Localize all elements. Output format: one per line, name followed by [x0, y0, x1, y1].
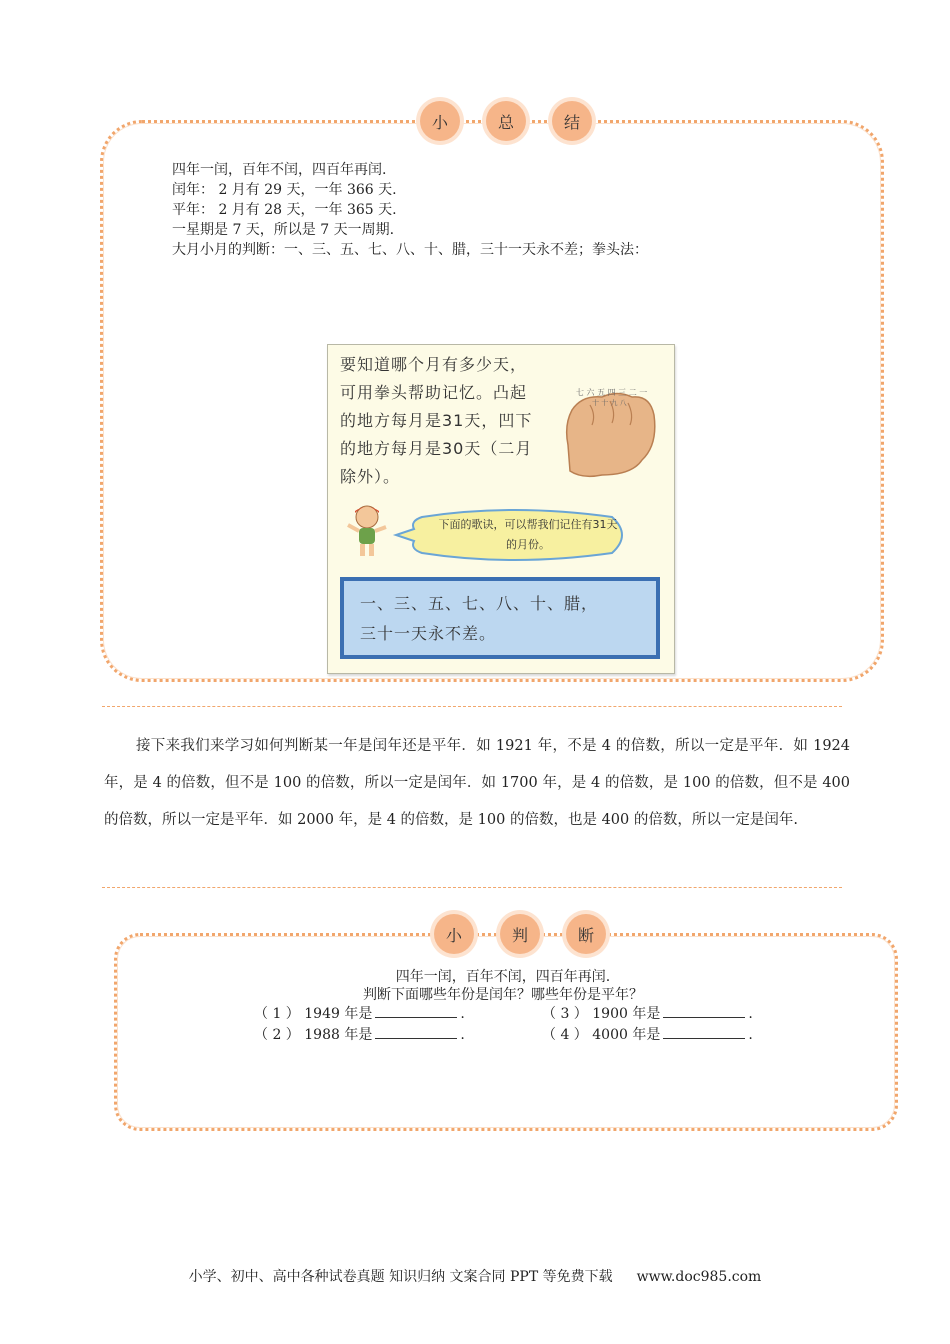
- answer-blank[interactable]: [375, 1004, 457, 1018]
- footer-site-link[interactable]: www.doc985.com: [636, 1269, 762, 1285]
- question-text: 1949 年是: [304, 1006, 373, 1022]
- rhyme-line: 一、三、五、七、八、十、腊，: [360, 594, 599, 613]
- divider-top: [102, 706, 842, 707]
- summary-line: 四年一闰，百年不闰，四百年再闰.: [172, 162, 387, 178]
- question-number: （ 4 ）: [542, 1027, 588, 1043]
- fist-icon: [562, 375, 662, 485]
- summary-badges: [420, 101, 592, 141]
- badge-pan: 判: [500, 914, 540, 954]
- answer-blank[interactable]: [663, 1025, 745, 1039]
- summary-line: 一星期是 7 天，所以是 7 天一周期.: [172, 222, 395, 238]
- judge-badges: [434, 914, 606, 954]
- judge-question: 判断下面哪些年份是闰年？哪些年份是平年？: [363, 987, 643, 1003]
- badge-jie: 结: [552, 101, 592, 141]
- question-number: （ 3 ）: [542, 1006, 588, 1022]
- footer-text: 小学、初中、高中各种试卷真题 知识归纳 文案合同 PPT 等免费下载: [188, 1269, 613, 1285]
- bubble-text: 下面的歌诀，可以帮我们记住有31天的月份。: [438, 518, 618, 551]
- judge-frame: [114, 933, 898, 1131]
- answer-blank[interactable]: [663, 1004, 745, 1018]
- badge-duan: 断: [566, 914, 606, 954]
- judge-rule: 四年一闰，百年不闰，四百年再闰.: [395, 969, 611, 985]
- question-text: 1900 年是: [592, 1006, 661, 1022]
- summary-line: 闰年： 2 月有 29 天，一年 366 天.: [172, 182, 397, 198]
- fist-method-illustration: [327, 344, 675, 674]
- end-mark: .: [460, 1027, 465, 1043]
- footer: [0, 1266, 950, 1286]
- rhyme-box: [340, 577, 660, 659]
- summary-text: [172, 160, 648, 260]
- question-number: （ 1 ）: [254, 1006, 300, 1022]
- rhyme-line: 三十一天永不差。: [360, 624, 497, 643]
- question-number: （ 2 ）: [254, 1027, 300, 1043]
- end-mark: .: [748, 1027, 753, 1043]
- boy-character-icon: [342, 501, 392, 561]
- badge-xiao: 小: [420, 101, 460, 141]
- badge-zong: 总: [486, 101, 526, 141]
- question-text: 4000 年是: [592, 1027, 661, 1043]
- svg-text:十 十 九 八: 十 十 九 八: [592, 399, 627, 407]
- answer-blank[interactable]: [375, 1025, 457, 1039]
- divider-bottom: [102, 887, 842, 888]
- svg-text:七 六 五 四 三 二 一: 七 六 五 四 三 二 一: [576, 388, 648, 397]
- illustration-main-text: 要知道哪个月有多少天，可用拳头帮助记忆。凸起的地方每月是31天，凹下的地方每月是30天（二月除外）。: [340, 355, 533, 486]
- question-item-3: [542, 1003, 753, 1023]
- question-item-1: [254, 1003, 465, 1023]
- badge-xiao: 小: [434, 914, 474, 954]
- end-mark: .: [748, 1006, 753, 1022]
- question-item-2: [254, 1024, 465, 1044]
- summary-line: 大月小月的判断：一、三、五、七、八、十、腊，三十一天永不差；拳头法：: [172, 242, 648, 258]
- summary-line: 平年： 2 月有 28 天，一年 365 天.: [172, 202, 397, 218]
- question-item-4: [542, 1024, 753, 1044]
- end-mark: .: [460, 1006, 465, 1022]
- explanation-paragraph: 接下来我们来学习如何判断某一年是闰年还是平年．如 1921 年，不是 4 的倍数，所以一定是平年．如 1924 年，是 4 的倍数，但不是 100 的倍数，所以一定是闰年．如 1700 年，是 4 的倍数，是 100 的倍数，但不是 400 的倍数，所以一定是平年．如 2000 年，是 4 的倍数，是 100 的倍数，也是 400 的倍数，所以一定是闰年.: [104, 738, 850, 828]
- question-text: 1988 年是: [304, 1027, 373, 1043]
